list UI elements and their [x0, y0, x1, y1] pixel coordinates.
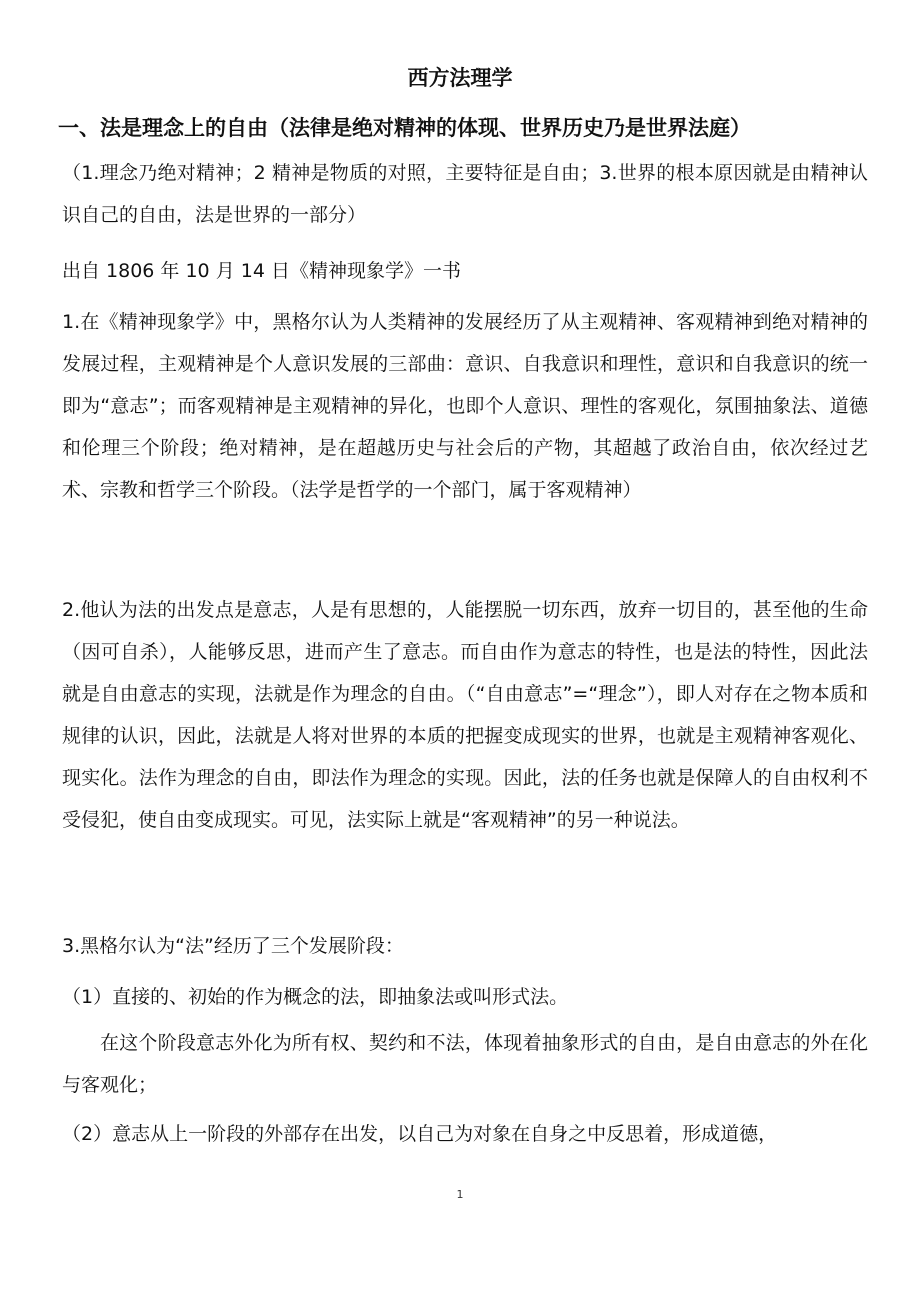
stage-1-description: 在这个阶段意志外化为所有权、契约和不法，体现着抽象形式的自由，是自由意志的外在化与客观化；	[62, 1032, 868, 1096]
page-number: 1	[456, 1188, 464, 1201]
document-title: 西方法理学	[407, 66, 513, 90]
paragraph-1: 1.在《精神现象学》中，黑格尔认为人类精神的发展经历了从主观精神、客观精神到绝对精神的发展过程，主观精神是个人意识发展的三部曲：意识、自我意识和理性，意识和自我意识的统一即为“意志”；而客观精神是主观精神的异化，也即个人意识、理性的客观化，氛围抽象法、道德和伦理三个阶段；绝对精神，是在超越历史与社会后的产物，其超越了政治自由，依次经过艺术、宗教和哲学三个阶段。（法学是哲学的一个部门，属于客观精神）	[62, 311, 868, 501]
section-heading: 一、法是理念上的自由（法律是绝对精神的体现、世界历史乃是世界法庭）	[58, 116, 751, 140]
paragraph-2: 2.他认为法的出发点是意志，人是有思想的，人能摆脱一切东西，放弃一切目的，甚至他的生命（因可自杀），人能够反思，进而产生了意志。而自由作为意志的特性，也是法的特性，因此法就是自由意志的实现，法就是作为理念的自由。（“自由意志”=“理念”），即人对存在之物本质和规律的认识，因此，法就是人将对世界的本质的把握变成现实的世界，也就是主观精神客观化、现实化。法作为理念的自由，即法作为理念的实现。因此，法的任务也就是保障人的自由权利不受侵犯，使自由变成现实。可见，法实际上就是“客观精神”的另一种说法。	[62, 599, 868, 831]
stage-2-item: （2）意志从上一阶段的外部存在出发，以自己为对象在自身之中反思着，形成道德，	[62, 1123, 778, 1145]
stage-1-item: （1）直接的、初始的作为概念的法，即抽象法或叫形式法。	[62, 986, 569, 1008]
source-line: 出自 1806 年 10 月 14 日《精神现象学》一书	[62, 260, 461, 282]
paragraph-3: 3.黑格尔认为“法”经历了三个发展阶段：	[62, 935, 404, 957]
intro-paragraph: （1.理念乃绝对精神；2 精神是物质的对照，主要特征是自由；3.世界的根本原因就是由精神认识自己的自由，法是世界的一部分）	[62, 162, 868, 226]
